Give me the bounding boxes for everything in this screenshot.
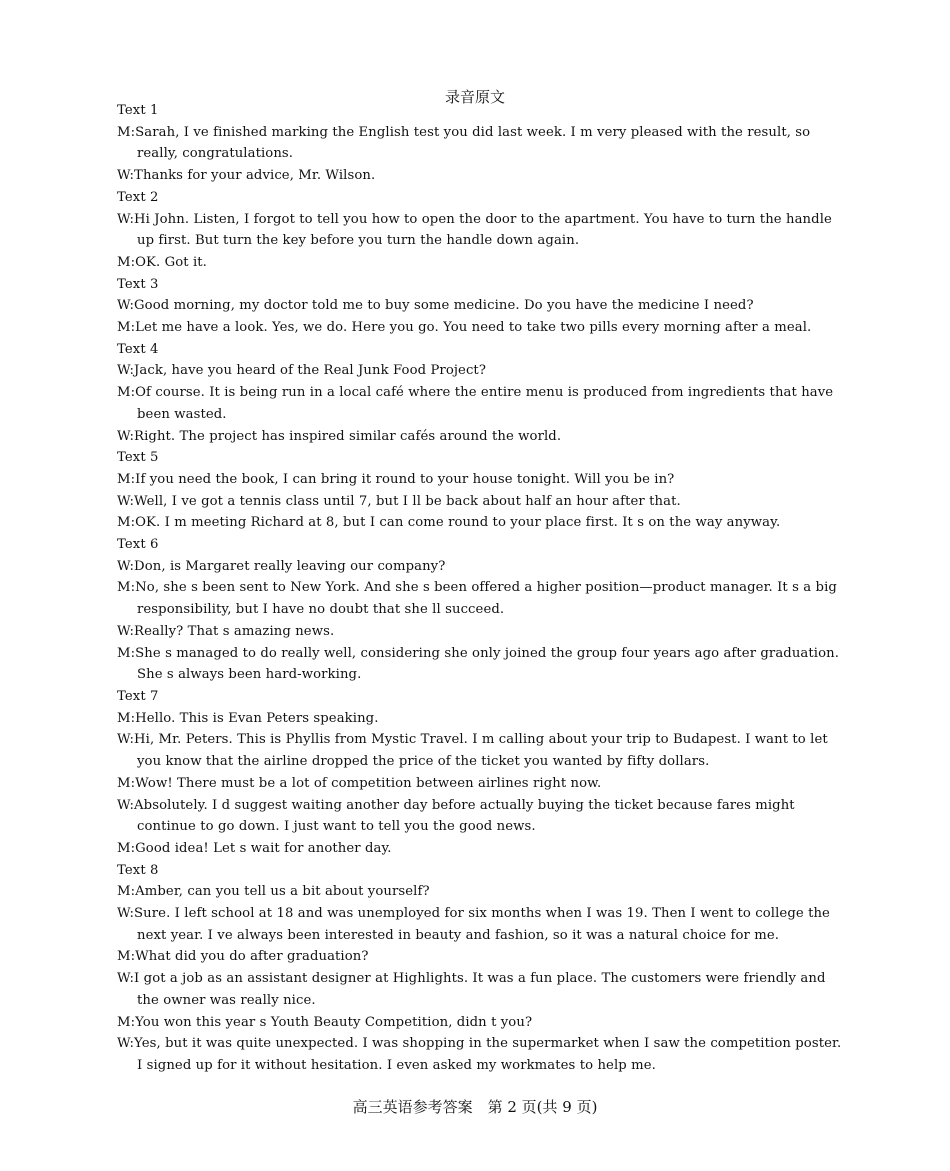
dialogue-line: M:Wow! There must be a lot of competition between airlines right now. [117,775,602,791]
dialogue-line: M:OK. I m meeting Richard at 8, but I can come round to your place first. It s on the way anyway. [117,515,781,531]
dialogue-line: W:Hi, Mr. Peters. This is Phyllis from Mystic Travel. I m calling about your trip to Budapest. I want to let you know that the airline dropped the price of the ticket you wanted by fifty dollars. [117,732,828,770]
text-heading: Text 3 [117,276,159,292]
dialogue-line: W:Jack, have you heard of the Real Junk Food Project? [117,363,487,379]
dialogue-line: W:Right. The project has inspired similar cafés around the world. [117,428,562,444]
dialogue-line: W:Sure. I left school at 18 and was unemployed for six months when I was 19. Then I went to college the next year. I ve always been interested in beauty and fashion, so it was a natural choice for me. [117,906,830,943]
page-title: 录音原文 [444,88,505,106]
dialogue-line: W:Well, I ve got a tennis class until 7, but I ll be back about half an hour after that. [117,493,681,509]
dialogue-line: M:Good idea! Let s wait for another day. [117,840,392,856]
text-section [117,534,847,686]
text-heading: Text 6 [117,537,159,553]
text-section [117,686,847,860]
dialogue-line: M:What did you do after graduation? [117,949,369,965]
dialogue-line: M:If you need the book, I can bring it round to your house tonight. Will you be in? [117,471,675,487]
text-heading: Text 4 [117,341,159,357]
dialogue-line: W:Yes, but it was quite unexpected. I was shopping in the supermarket when I saw the competition poster. I signed up for it without hesitation. I even asked my workmates to help me. [117,1036,842,1073]
text-heading: Text 1 [117,103,159,118]
dialogue-line: M:Of course. It is being run in a local café where the entire menu is produced from ingredients that have been wasted. [117,385,834,422]
text-section [117,187,847,274]
dialogue-line: M:No, she s been sent to New York. And she s been offered a higher position—product manager. It s a big responsibility, but I have no doubt that she ll succeed. [117,580,837,618]
text-heading: Text 5 [117,450,159,466]
text-section [117,274,847,339]
text-heading: Text 2 [117,189,159,205]
dialogue-line: W:Really? That s amazing news. [117,623,335,639]
dialogue-line: M:She s managed to do really well, considering she only joined the group four years ago after graduation. She s always been hard-working. [117,645,840,683]
dialogue-line: M:OK. Got it. [117,254,207,270]
text-section [117,100,847,187]
dialogue-line: W:Absolutely. I d suggest waiting another day before actually buying the ticket because fares might continue to go down. I just want to tell you the good news. [117,797,795,835]
dialogue-line: W:Thanks for your advice, Mr. Wilson. [117,168,376,184]
dialogue-line: M:You won this year s Youth Beauty Competition, didn t you? [117,1014,533,1030]
text-section [117,339,847,448]
dialogue-line: W:Hi John. Listen, I forgot to tell you how to open the door to the apartment. You have to turn the handle up first. But turn the key before you turn the handle down again. [117,211,832,249]
dialogue-line: W:Don, is Margaret really leaving our company? [117,558,446,574]
dialogue-line: M:Sarah, I ve finished marking the English test you did last week. I m very pleased with the result, so really, congratulations. [117,124,811,162]
text-heading: Text 8 [117,862,159,878]
page-footer: 高三英语参考答案 第 2 页(共 9 页) [352,1098,598,1116]
dialogue-line: W:Good morning, my doctor told me to buy some medicine. Do you have the medicine I need? [117,298,754,314]
text-section [117,860,847,1077]
dialogue-line: W:I got a job as an assistant designer at Highlights. It was a fun place. The customers were friendly and the owner was really nice. [117,971,826,1008]
text-section [117,447,847,534]
dialogue-line: M:Hello. This is Evan Peters speaking. [117,710,379,726]
transcript-body [117,100,847,1077]
text-heading: Text 7 [117,688,159,704]
dialogue-line: M:Amber, can you tell us a bit about yourself? [117,884,430,900]
dialogue-line: M:Let me have a look. Yes, we do. Here you go. You need to take two pills every morning after a meal. [117,320,812,336]
